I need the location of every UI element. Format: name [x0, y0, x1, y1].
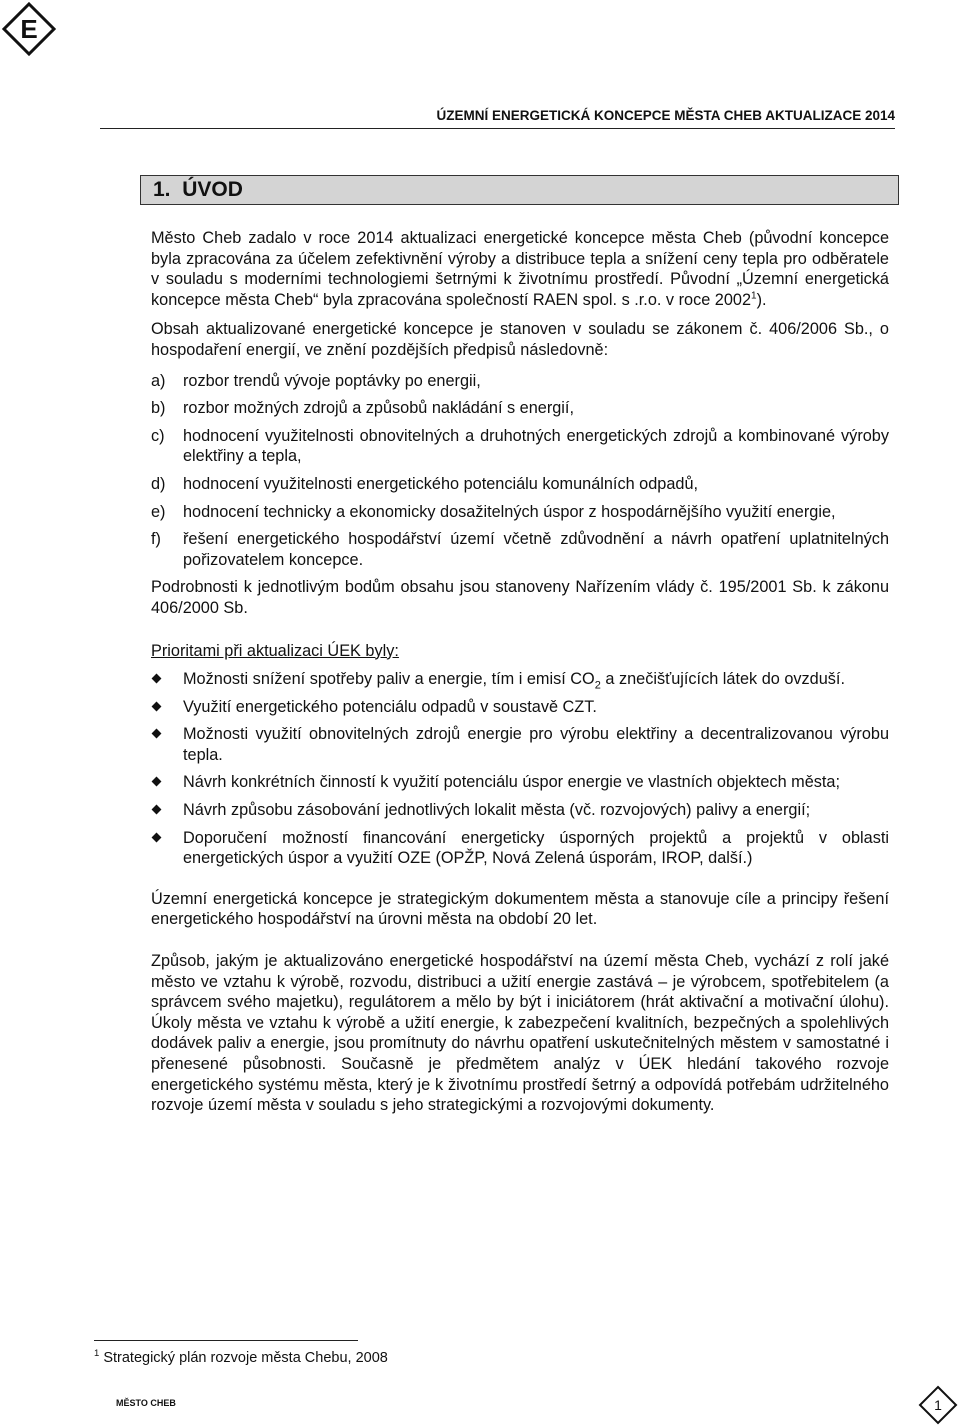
footnote-number: 1 — [94, 1348, 100, 1360]
bullet-text: Návrh způsobu zásobování jednotlivých lokalit města (vč. rozvojových) palivy a energií; — [183, 801, 811, 820]
list-item — [151, 398, 889, 419]
diamond-bullet-icon — [152, 729, 162, 739]
bullet-text: Využití energetického potenciálu odpadů v soustavě CZT. — [183, 697, 597, 716]
list-marker: d) — [151, 474, 166, 493]
list-item — [151, 426, 889, 467]
bullet-item — [151, 800, 889, 821]
spacer — [151, 939, 889, 951]
content-list — [151, 371, 889, 571]
section-heading — [140, 175, 899, 205]
list-item — [151, 502, 889, 523]
page-number-badge — [918, 1385, 958, 1425]
list-item-text: rozbor trendů vývoje poptávky po energii, — [183, 371, 481, 390]
bullet-item — [151, 724, 889, 765]
list-item-text: rozbor možných zdrojů a způsobů nakládání s energií, — [183, 399, 574, 418]
list-item-text: hodnocení využitelnosti obnovitelných a druhotných energetických zdrojů a kombinované výroby elektřiny a tepla, — [183, 426, 889, 466]
list-item-text: řešení energetického hospodářství území včetně zdůvodnění a návrh opatření uplatnitelných pořizovatelem koncepce. — [183, 530, 889, 569]
logo-letter: E — [20, 14, 38, 44]
closing-paragraph-2: Způsob, jakým je aktualizováno energetické hospodářství na území města Cheb, vychází z rolí jaké město ve vztahu k výrobě, rozvodu, distribuci a užití energie zastává – je výrobcem, spotřebitelem (a správcem svého majetku), regulátorem a mělo by být i iniciátorem (hrát aktivační a motivační úlohu). Úkoly města ve vztahu k výrobě a užití energie, k zabezpečení kvalitních, bezpečných a spolehlivých dodávek paliv a energie, jsou promítnuty do návrhu opatření uskutečnitelných městem v samostatné i přenesené působnosti. Současně je předmětem analýz v ÚEK hledání takového rozvoje energetického systému města, který je k životnímu prostředí šetrný a odpovídá potřebám udržitelného rozvoje území města v souladu s jeho strategickými a rozvojovými dokumenty. — [151, 952, 889, 1115]
intro-paragraph-2: Obsah aktualizované energetické koncepce je stanoven v souladu se zákonem č. 406/2006 Sb., o hospodaření energií, ve znění pozdějších předpisů následovně: — [151, 320, 889, 359]
list-marker: e) — [151, 502, 166, 521]
diamond-bullet-icon — [152, 832, 162, 842]
list-item — [151, 529, 889, 570]
footnote — [94, 1350, 388, 1366]
closing-paragraph-1: Územní energetická koncepce je strategickým dokumentem města a stanovuje cíle a principy řešení energetického hospodářství na úrovni města na období 20 let. — [151, 889, 889, 929]
list-marker: f) — [151, 530, 161, 549]
bullet-item — [151, 828, 889, 869]
diamond-bullet-icon — [152, 701, 162, 711]
bullet-item — [151, 772, 889, 793]
priorities-heading: Prioritami při aktualizaci ÚEK byly: — [151, 641, 399, 660]
running-header: ÚZEMNÍ ENERGETICKÁ KONCEPCE MĚSTA CHEB AKTUALIZACE 2014 — [100, 108, 895, 129]
list-item-text: hodnocení technicky a ekonomicky dosažitelných úspor z hospodárnějšího využití energie, — [183, 502, 836, 521]
diamond-bullet-icon — [152, 805, 162, 815]
document-body — [151, 228, 889, 1125]
company-logo — [2, 2, 56, 56]
priorities-list — [151, 669, 889, 869]
diamond-bullet-icon — [152, 674, 162, 684]
intro-paragraph-1 — [151, 228, 889, 310]
bullet-item — [151, 697, 889, 718]
diamond-bullet-icon — [152, 777, 162, 787]
bullet-text: Návrh konkrétních činností k využití potenciálu úspor energie ve vlastních objektech města; — [183, 773, 841, 792]
section-title: ÚVOD — [182, 178, 243, 201]
list-item — [151, 474, 889, 495]
list-item — [151, 371, 889, 392]
list-item-text: hodnocení využitelnosti energetického potenciálu komunálních odpadů, — [183, 474, 699, 493]
footnote-separator — [94, 1340, 358, 1341]
bullet-text: Doporučení možností financování energeticky úsporných projektů a projektů v oblasti energetických úspor a využití OZE (OPŽP, Nová Zelená úsporám, IROP, další.) — [183, 828, 889, 868]
footnote-reference: 1 — [751, 290, 757, 302]
list-marker: a) — [151, 371, 166, 390]
section-number: 1. — [153, 178, 171, 201]
subscript: 2 — [594, 679, 601, 692]
footer-city-label: MĚSTO CHEB — [116, 1398, 176, 1408]
page-number: 1 — [934, 1397, 942, 1413]
intro-text-end: ). — [756, 290, 767, 309]
intro-text: Město Cheb zadalo v roce 2014 aktualizaci energetické koncepce města Cheb (původní koncepce byla zpracována za účelem zefektivnění výroby a distribuce tepla a snížení ceny tepla pro odběratele v souladu s moderními technologiemi šetrnými k životnímu prostředí. Původní „Územní energetická koncepce města Cheb“ byla zpracována společností RAEN spol. s .r.o. v roce 2002 — [151, 229, 889, 309]
details-paragraph: Podrobnosti k jednotlivým bodům obsahu jsou stanoveny Nařízením vlády č. 195/2001 Sb. k zákonu 406/2000 Sb. — [151, 578, 889, 617]
bullet-text: Možnosti snížení spotřeby paliv a energie, tím i emisí CO — [183, 670, 595, 689]
bullet-text: Možnosti využití obnovitelných zdrojů energie pro výrobu elektřiny a decentralizovanou výrobu tepla. — [183, 725, 889, 764]
bullet-item — [151, 669, 889, 690]
list-marker: b) — [151, 399, 166, 418]
bullet-text: a znečišťujících látek do ovzduší. — [600, 670, 845, 689]
footnote-text: Strategický plán rozvoje města Chebu, 2008 — [103, 1350, 388, 1366]
list-marker: c) — [151, 426, 165, 445]
